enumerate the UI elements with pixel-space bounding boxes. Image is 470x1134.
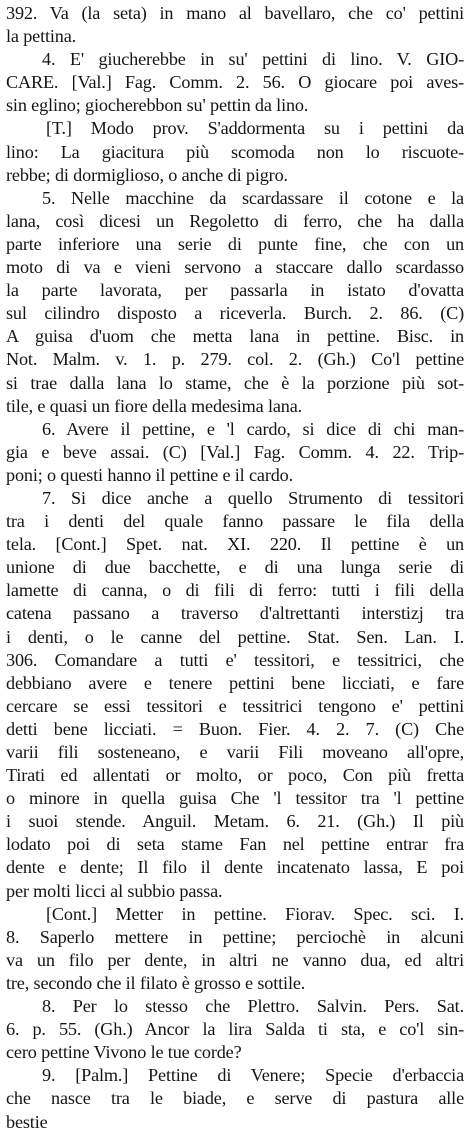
text-line: detti bene licciati. = Buon. Fier. 4. 2. 7. (C) Che (6, 718, 464, 739)
text-line: lino: La giacitura più scomoda non lo riscuote- (6, 141, 464, 162)
text-line: tre, secondo che il filato è grosso e sottile. (6, 972, 306, 993)
text-line: i denti, o le canne del pettine. Stat. Sen. Lan. I. (6, 626, 464, 647)
text-line: parte inferiore una serie di punte fine, che con un (6, 233, 464, 254)
text-line: A guisa d'uom che metta lana in pettine. Bisc. in (6, 326, 464, 347)
sense-5-heading: 5. Nelle macchine da scardassare il cotone e la (42, 187, 464, 208)
text-line: Not. Malm. v. 1. p. 279. col. 2. (Gh.) Co'l pettine (6, 349, 464, 370)
text-line: o minore in quella guisa Che 'l tessitor tra 'l pettine (6, 788, 464, 809)
text-line: CARE. [Val.] Fag. Comm. 2. 56. O giocare poi aves- (6, 72, 464, 93)
text-line: cero pettine Vivono le tue corde? (6, 1042, 242, 1063)
text-line: rebbe; di dormiglioso, o anche di pigro. (6, 164, 288, 185)
text-line: la parte lavorata, per passarla in istato d'ovatta (6, 280, 464, 301)
cont-metter-in-pettine: [Cont.] Metter in pettine. Fiorav. Spec. sci. I. (46, 903, 464, 924)
text-line: bestie (6, 1111, 48, 1132)
text-line: 392. Va (la seta) in mano al bavellaro, che co' pettini (6, 3, 464, 23)
text-line: che nasce tra le biade, e serve di pastura alle (6, 1088, 464, 1109)
text-line: lodato poi di seta stame Fan nel pettine entrar fra (6, 834, 464, 855)
text-line: sin eglino; giocherebbon su' pettin da lino. (6, 95, 309, 116)
text-line: unione di due bacchette, e di una lunga serie di (6, 557, 464, 578)
text-line: lana, così dicesi un Regoletto di ferro, che ha dalla (6, 210, 464, 231)
text-line: varii fili sosteneano, e varii Fili moveano all'opre, (6, 742, 464, 762)
sense-6-heading: 6. Avere il pettine, e 'l cardo, si dice di chi man- (42, 418, 464, 439)
text-line: 6. p. 55. (Gh.) Ancor la lira Salda ti sta, e co'l sin- (6, 1019, 464, 1040)
text-line: moto di va e vieni servono a staccare dallo scardasso (6, 257, 464, 278)
sense-4-heading: 4. E' giucherebbe in su' pettini di lino. V. GIO- (42, 49, 464, 70)
text-line: [T.] Modo prov. S'addormenta su i pettini da (46, 118, 464, 139)
text-line: i suoi stende. Anguil. Metam. 6. 21. (Gh.) Il più (6, 811, 464, 832)
text-line: si trae dalla lana lo stame, che è la porzione più sot- (6, 372, 464, 393)
text-line: cercare se essi tessitori e tessitrici tengono e' pettini (6, 695, 464, 716)
text-line: sul cilindro disposto a riceverla. Burch. 2. 86. (C) (6, 303, 464, 324)
text-line: 8. Saperlo mettere in pettine; perciochè in alcuni (6, 926, 464, 947)
sense-9-heading: 9. [Palm.] Pettine di Venere; Specie d'erbaccia (42, 1065, 464, 1086)
text-line: Tirati ed allentati or molto, or poco, Con più fretta (6, 765, 464, 786)
sense-8-heading: 8. Per lo stesso che Plettro. Salvin. Pers. Sat. (42, 996, 464, 1017)
text-line: tra i denti del quale fanno passare le fila della (6, 511, 464, 532)
text-line: poni; o questi hanno il pettine e il cardo. (6, 464, 294, 485)
text-line: gia e beve assai. (C) [Val.] Fag. Comm. 4. 22. Trip- (6, 441, 464, 462)
text-line: va un filo per dente, in altri ne vanno dua, ed altri (6, 949, 464, 970)
text-line: la pettina. (6, 26, 77, 47)
sense-7-heading: 7. Si dice anche a quello Strumento di tessitori (42, 487, 464, 508)
text-line: catena passano a traverso d'altrettanti interstizj tra (6, 603, 464, 624)
text-line: 306. Comandare a tutti e' tessitori, e tessitrici, che (6, 649, 464, 670)
text-line: lamette di canna, o di fili di ferro: tutti i fili della (6, 580, 464, 601)
text-line: tela. [Cont.] Spet. nat. XI. 220. Il pettine è un (6, 534, 464, 555)
text-line: tile, e quasi un fiore della medesima lana. (6, 395, 303, 416)
text-line: debbiano avere e tenere pettini bene licciati, e fare (6, 672, 464, 693)
text-line: per molti licci al subbio passa. (6, 880, 223, 901)
text-line: dente e dente; Il filo il dente incatenato lassa, E poi (6, 857, 464, 878)
